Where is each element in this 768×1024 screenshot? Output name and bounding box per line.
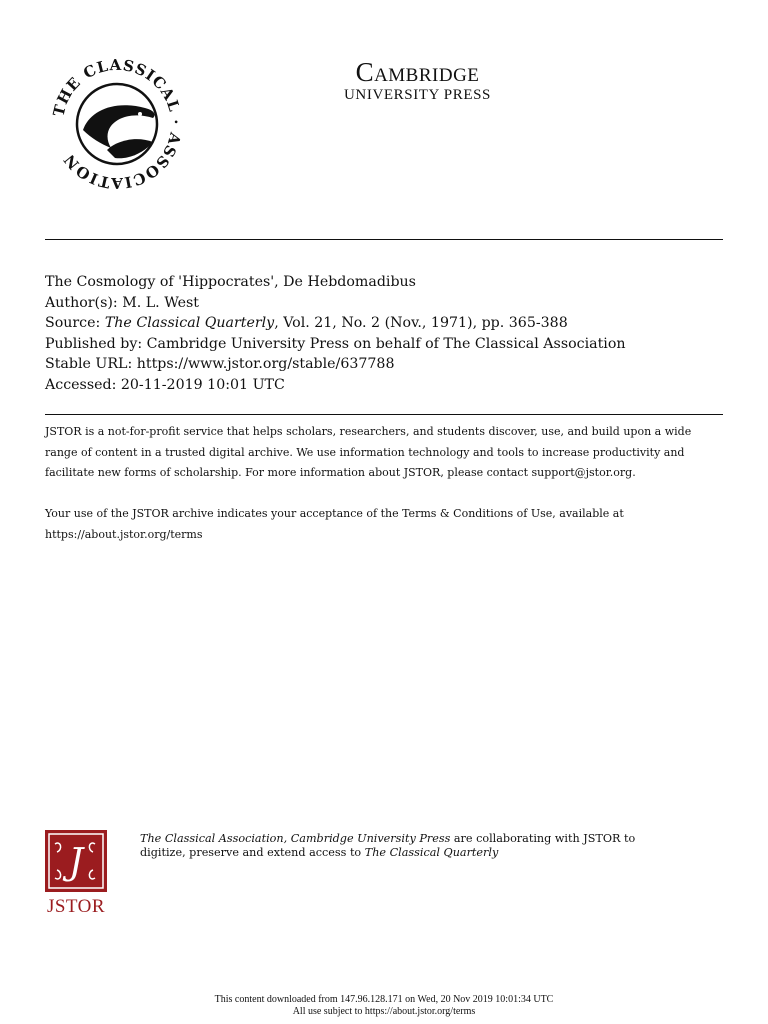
top-divider [45, 239, 723, 240]
download-footer [0, 994, 768, 1017]
notice-line: range of content in a trusted digital archive. We use information technology and tools to increase productivity and [45, 445, 685, 459]
authors-value: M. L. West [122, 294, 199, 311]
notice-line: JSTOR is a not-for-profit service that helps scholars, researchers, and students discover, use, and build upon a wide [45, 425, 692, 438]
collab-text: are collaborating with JSTOR to [450, 832, 636, 845]
svg-text:J: J [68, 842, 84, 883]
classical-association-lettering: THE CLASSICAL · ASSOCIATION [49, 55, 186, 193]
footer-terms: All use subject to https://about.jstor.org/terms [292, 1005, 476, 1017]
cup-logo-subtitle: UNIVERSITY PRESS [344, 87, 491, 103]
article-stable-url[interactable]: Stable URL: https://www.jstor.org/stable/637788 [45, 356, 395, 372]
jstor-logo [45, 830, 107, 918]
classical-association-logo [45, 52, 190, 197]
source-label: Source: [45, 315, 101, 331]
source-details: , Vol. 21, No. 2 (Nov., 1971), pp. 365-388 [274, 315, 568, 331]
article-title: The Cosmology of 'Hippocrates', De Hebdomadibus [45, 274, 416, 290]
jstor-emblem-icon [45, 830, 107, 892]
jstor-wordmark: JSTOR [46, 896, 106, 917]
cup-logo-name: Cambridge [355, 57, 480, 87]
collab-partners: The Classical Association, Cambridge University Press [140, 832, 451, 845]
jstor-notice [45, 422, 735, 545]
terms-link[interactable]: https://about.jstor.org/terms [45, 527, 203, 541]
article-source [45, 313, 735, 334]
footer-download-info: This content downloaded from 147.96.128.171 on Wed, 20 Nov 2019 10:01:34 UTC [214, 994, 554, 1005]
cambridge-university-press-logo [310, 58, 525, 104]
article-authors [45, 293, 735, 314]
notice-line: facilitate new forms of scholarship. For more information about JSTOR, please contact support@jstor.org. [45, 466, 636, 479]
terms-notice: Your use of the JSTOR archive indicates your acceptance of the Terms & Conditions of Use, available at [45, 507, 624, 520]
collab-journal: The Classical Quarterly [364, 845, 499, 859]
middle-divider [45, 414, 723, 415]
article-accessed: Accessed: 20-11-2019 10:01 UTC [45, 376, 285, 393]
source-journal: The Classical Quarterly [104, 315, 275, 331]
authors-label: Author(s): [45, 294, 118, 311]
collab-text-2: digitize, preserve and extend access to [140, 845, 365, 859]
article-publisher: Published by: Cambridge University Press on behalf of The Classical Association [45, 335, 626, 352]
collaboration-statement [140, 832, 740, 859]
article-metadata [45, 272, 735, 395]
